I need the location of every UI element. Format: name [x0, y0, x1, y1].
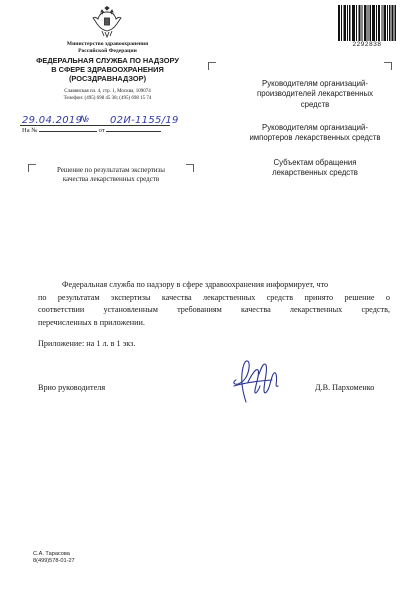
- addressee-circulation-subjects: [248, 158, 382, 179]
- executor-name: С.А. Тарасова: [33, 551, 70, 557]
- ministry-name-line2: Российской Федерации: [78, 48, 137, 54]
- reference-date-label: от: [98, 127, 105, 134]
- body-line3: соответствии установленным требованиям качества лекарственных средств,: [38, 305, 390, 315]
- body-line4: перечисленных в приложении.: [38, 317, 145, 327]
- addressee-manufacturers: [248, 79, 382, 110]
- addressee-manufacturers-line3: средств: [300, 99, 330, 109]
- addressee-importers: [248, 123, 382, 144]
- handwritten-signature: [228, 356, 286, 406]
- number-sign: №: [80, 115, 90, 125]
- barcode-icon: [338, 5, 396, 41]
- reference-number-rule: [39, 131, 97, 132]
- date-number-rule: [20, 125, 170, 126]
- reference-date-rule: [106, 131, 161, 132]
- addressee-importers-line2: импортеров лекарственных средств: [249, 133, 381, 143]
- signer-name: Д.В. Пархоменко: [315, 383, 375, 392]
- handwritten-number: 02И-1155/19: [110, 115, 179, 126]
- addressee-circulation-line2: лекарственных средств: [272, 168, 358, 178]
- body-line1: Федеральная служба по надзору в сфере здравоохранения информирует, что: [62, 280, 329, 289]
- subject-line1: Решение по результатам экспертизы: [56, 166, 166, 174]
- barcode-number: 2292838: [352, 41, 382, 48]
- agency-phone: Телефон: (495) 698 45 38; (495) 698 15 74: [63, 96, 152, 101]
- addressee-bracket-right: [384, 62, 392, 70]
- reference-line: [22, 127, 161, 134]
- agency-name-line2: В СФЕРЕ ЗДРАВООХРАНЕНИЯ: [51, 65, 164, 74]
- addressee-importers-line1: Руководителям организаций-: [262, 123, 368, 132]
- addressee-circulation-line1: Субъектам обращения: [273, 158, 357, 167]
- addressee-manufacturers-line2: производителей лекарственных: [256, 89, 374, 99]
- addressee-bracket-left: [208, 62, 216, 70]
- coat-of-arms-icon: [92, 6, 122, 38]
- attachment-note: Приложение: на 1 л. в 1 экз.: [38, 339, 136, 348]
- body-line2: по результатам экспертизы качества лекарственных средств принято решение о: [38, 292, 390, 302]
- addressee-manufacturers-line1: Руководителям организаций-: [262, 79, 368, 88]
- handwritten-date: 29.04.2019: [22, 115, 83, 126]
- agency-address: Славянская пл. 4, стр. 1, Москва, 109074: [64, 89, 151, 94]
- subject-bracket-left: [28, 164, 36, 172]
- executor-phone: 8(499)578-01-27: [33, 558, 75, 564]
- agency-name-line1: ФЕДЕРАЛЬНАЯ СЛУЖБА ПО НАДЗОРУ: [36, 56, 179, 65]
- subject-line2: качества лекарственных средств: [62, 175, 160, 183]
- reference-number-label: На №: [22, 127, 38, 134]
- subject-bracket-right: [186, 164, 194, 172]
- agency-name-line3: (РОСЗДРАВНАДЗОР): [68, 74, 147, 83]
- signer-title: Врио руководителя: [38, 383, 106, 392]
- ministry-name-line1: Министерство здравоохранения: [66, 41, 149, 47]
